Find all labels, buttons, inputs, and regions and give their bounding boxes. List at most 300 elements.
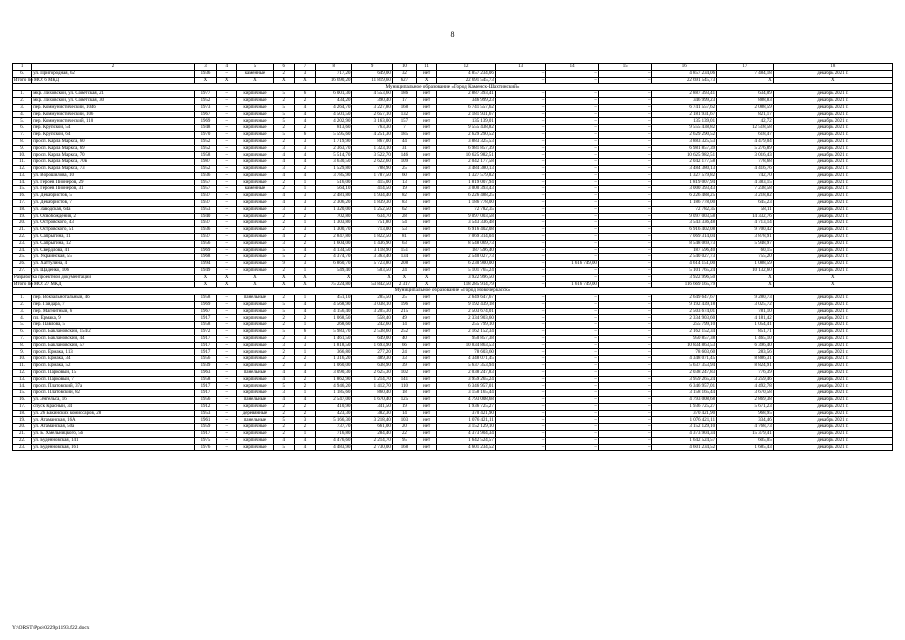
table-cell: – [495, 383, 546, 390]
table-cell: – [546, 410, 599, 417]
table-cell: кирпичные [237, 376, 273, 383]
table-cell: 2 538,60 [352, 329, 392, 336]
table-cell: декабрь 2021 г. [773, 308, 892, 315]
table-row [13, 424, 893, 431]
table-row [13, 165, 893, 172]
table-cell: 10 625 982,51 [437, 152, 496, 159]
table-cell: ул. Буденновская, 141 [32, 437, 195, 444]
table-cell: 1 936 725,27 [437, 403, 496, 410]
table-cell: X [352, 274, 392, 281]
table-cell: – [546, 437, 599, 444]
table-cell: – [495, 186, 546, 193]
table-cell: 4 373 904,34 [437, 431, 496, 438]
section-title: Муниципальное образование «Город Новочеркасск» [13, 288, 893, 295]
table-cell: 1 [294, 186, 315, 193]
table-cell: 17 [392, 97, 416, 104]
table-cell: 2 [273, 227, 294, 234]
table-cell: 3 785,90 [316, 172, 352, 179]
table-cell: 5 948,97 [717, 240, 774, 247]
table-cell: – [495, 77, 546, 84]
table-row [13, 261, 893, 268]
table-cell: декабрь 2021 г. [773, 390, 892, 397]
table-cell: декабрь 2021 г. [773, 349, 892, 356]
table-cell: декабрь 2021 г. [773, 356, 892, 363]
table-cell: – [217, 179, 237, 186]
table-cell: – [598, 356, 652, 363]
table-cell: 434,20 [316, 97, 352, 104]
table-cell: 141 [392, 376, 416, 383]
table-cell: X [273, 281, 294, 288]
table-row [13, 431, 893, 438]
table-cell: 2 [273, 267, 294, 274]
table-cell: 3 [294, 138, 315, 145]
table-cell: нет [417, 70, 437, 77]
table-cell: нет [417, 301, 437, 308]
table-cell: 415,00 [352, 179, 392, 186]
table-row [13, 233, 893, 240]
table-cell: 3 [294, 206, 315, 213]
table-cell: 4 713,14 [717, 220, 774, 227]
table-cell: просп. Карла Маркса, 70 [32, 152, 195, 159]
table-cell: 3 038,10 [352, 301, 392, 308]
table-cell: 634,09 [717, 91, 774, 98]
table-cell: 14. [13, 383, 32, 390]
table-cell: 5 [273, 247, 294, 254]
table-cell: 4 374,70 [316, 254, 352, 261]
table-cell: пер. Коммунистический, 104б [32, 104, 195, 111]
table-cell: – [217, 356, 237, 363]
table-cell: X [217, 274, 237, 281]
table-row [13, 295, 893, 302]
table-cell: 66 [392, 342, 416, 349]
table-cell: X [717, 281, 774, 288]
table-cell: – [546, 397, 599, 404]
table-row [13, 125, 893, 132]
table-cell: – [495, 363, 546, 370]
table-cell: 3 [294, 417, 315, 424]
table-cell: – [598, 165, 652, 172]
table-cell: 146 [392, 152, 416, 159]
table-cell: – [217, 369, 237, 376]
table-cell: 4 [273, 233, 294, 240]
table-cell: 4 479,04 [717, 138, 774, 145]
table-cell: – [546, 125, 599, 132]
table-cell: 6 860,70 [316, 261, 352, 268]
table-cell: 10 834 863,53 [652, 342, 717, 349]
table-cell: – [546, 369, 599, 376]
table-cell: ул. 26 Бакинских комиссаров, 28 [32, 410, 195, 417]
table-cell: X [217, 77, 237, 84]
table-cell: кирпичные [237, 159, 273, 166]
table-cell: 737,70 [316, 424, 352, 431]
table-cell: 4 [294, 301, 315, 308]
table-cell: ул. Пригородная, 62 [32, 70, 195, 77]
table-cell: 414,50 [352, 186, 392, 193]
table-cell: декабрь 2021 г. [773, 295, 892, 302]
table-cell: панельные [237, 397, 273, 404]
table-cell: 16 690,20 [316, 77, 352, 84]
table-cell: 1937 [194, 233, 216, 240]
table-cell: 1 320,00 [316, 206, 352, 213]
table-cell: кирпичные [237, 424, 273, 431]
table-cell: 118 285 914,79 [437, 281, 496, 288]
table-cell: 9 700,42 [717, 227, 774, 234]
table-cell: – [217, 213, 237, 220]
table-cell: 3 000 393,43 [652, 186, 717, 193]
table-cell: 1 076 421,11 [652, 417, 717, 424]
table-cell: 157 [392, 118, 416, 125]
table-cell: 1 604,00 [316, 240, 352, 247]
table-cell: декабрь 2021 г. [773, 97, 892, 104]
table-cell: 15 [598, 64, 652, 71]
table-cell: нет [417, 199, 437, 206]
table-cell: – [546, 315, 599, 322]
table-cell: 1 068,50 [316, 315, 352, 322]
table-cell: 2 649 647,67 [652, 295, 717, 302]
table-cell: 1 316,20 [316, 356, 352, 363]
table-cell: – [598, 186, 652, 193]
table-cell: кирпичные [237, 261, 273, 268]
table-cell: 4 [294, 437, 315, 444]
table-cell: кирпичные [237, 301, 273, 308]
table-cell: 4 134,50 [316, 247, 352, 254]
table-cell: 4 373 904,34 [652, 431, 717, 438]
table-cell: 14 [546, 64, 599, 71]
table-cell: 255 799,10 [652, 322, 717, 329]
table-cell: 7 [392, 125, 416, 132]
table-cell: 14 [392, 322, 416, 329]
table-cell: 4 793 008,68 [437, 397, 496, 404]
table-cell: 1956 [194, 356, 216, 363]
table-cell: – [217, 247, 237, 254]
table-cell: кирпичные [237, 152, 273, 159]
table-cell: нет [417, 179, 437, 186]
table-cell: 6 226 488,25 [437, 193, 496, 200]
table-cell: 7. [13, 335, 32, 342]
table-cell: – [495, 233, 546, 240]
table-cell: 1917 [194, 335, 216, 342]
table-cell: 2 [294, 383, 315, 390]
table-cell: 17. [13, 199, 32, 206]
table-cell: 627 [392, 77, 416, 84]
table-cell: 1975 [194, 437, 216, 444]
table-cell: 103 [392, 417, 416, 424]
table-cell: 27. [13, 267, 32, 274]
table-cell: 950 857,38 [437, 335, 496, 342]
table-cell: 1953 [194, 410, 216, 417]
table-cell: – [598, 111, 652, 118]
table-cell: – [217, 220, 237, 227]
table-cell: 1 [294, 220, 315, 227]
table-cell: 10. [13, 356, 32, 363]
table-cell: нет [417, 444, 437, 451]
table-cell: – [546, 403, 599, 410]
table-cell: – [217, 145, 237, 152]
table-cell: 2 622,60 [352, 159, 392, 166]
table-cell: – [495, 444, 546, 451]
table-cell: 950 857,38 [652, 335, 717, 342]
table-cell: 95 [392, 437, 416, 444]
table-cell: каменные [237, 70, 273, 77]
table-cell: 3 [294, 363, 315, 370]
table-cell: 3 152 129,10 [652, 424, 717, 431]
table-cell: 25. [13, 254, 32, 261]
table-row [13, 199, 893, 206]
table-cell: 5 983,70 [316, 329, 352, 336]
table-cell: кирпичные [237, 390, 273, 397]
table-cell: – [546, 267, 599, 274]
table-cell: 12. [13, 165, 32, 172]
table-cell: – [546, 179, 599, 186]
table-cell: 2 [273, 179, 294, 186]
table-cell: кирпичные [237, 342, 273, 349]
table-cell: 423,30 [316, 410, 352, 417]
table-cell: нет [417, 315, 437, 322]
table-cell: 53 [392, 227, 416, 234]
table-cell: – [546, 138, 599, 145]
table-cell: – [598, 424, 652, 431]
table-cell: 1 862,90 [316, 376, 352, 383]
table-cell: – [546, 295, 599, 302]
table-cell: 3 218,82 [717, 193, 774, 200]
table-cell: 1 060,00 [316, 363, 352, 370]
table-cell: 3 922 996,50 [437, 274, 496, 281]
footer-path: Y:\ORST\Ppo\0229p1193.f22.docx [12, 625, 90, 631]
table-cell: нет [417, 308, 437, 315]
table-cell: кирпичные [237, 247, 273, 254]
table-cell: 7 069 314,04 [437, 233, 496, 240]
table-cell: 2. [13, 301, 32, 308]
table-cell: – [598, 281, 652, 288]
table-cell: 2 [273, 186, 294, 193]
table-cell: 6. [13, 125, 32, 132]
table-cell: 3 259,46 [717, 376, 774, 383]
table-cell: X [237, 281, 273, 288]
table-cell: 4 [273, 397, 294, 404]
table-cell: 3 [273, 165, 294, 172]
table-row [13, 145, 893, 152]
table-cell: – [598, 179, 652, 186]
table-cell: ул. Сапрыгина, 12 [32, 240, 195, 247]
table-cell: ул. Щаденко, 106 [32, 267, 195, 274]
table-cell: – [495, 104, 546, 111]
table-cell: – [495, 329, 546, 336]
table-cell: 10 [392, 64, 416, 71]
table-cell: – [495, 199, 546, 206]
table-cell: 22 691 545,73 [652, 77, 717, 84]
table-cell: – [598, 233, 652, 240]
table-cell: – [217, 335, 237, 342]
table-cell: 5 276,89 [717, 145, 774, 152]
table-cell: – [598, 397, 652, 404]
table-cell: кирпичные [237, 220, 273, 227]
table-cell: – [598, 383, 652, 390]
table-cell: – [217, 363, 237, 370]
table-cell: – [217, 397, 237, 404]
table-row [13, 397, 893, 404]
table-cell: – [598, 342, 652, 349]
table-cell: декабрь 2021 г. [773, 240, 892, 247]
table-cell: 9. [13, 349, 32, 356]
table-cell: декабрь 2021 г. [773, 335, 892, 342]
table-cell: 2 [294, 254, 315, 261]
table-cell: 1 323,10 [352, 145, 392, 152]
table-row [13, 390, 893, 397]
table-cell: 1957 [194, 186, 216, 193]
table-cell: 4 348 071,45 [652, 356, 717, 363]
table-cell: 5 [273, 104, 294, 111]
table-cell: просп. Баклановский, 44 [32, 335, 195, 342]
table-cell: декабрь 2021 г. [773, 172, 892, 179]
table-cell: нет [417, 403, 437, 410]
table-cell: просп. Платовский, 37а [32, 383, 195, 390]
table-cell: 4 [217, 64, 237, 71]
table-cell: декабрь 2021 г. [773, 118, 892, 125]
table-cell: 8 886,31 [717, 356, 774, 363]
table-cell: 82 [392, 193, 416, 200]
table-cell: 4 [294, 397, 315, 404]
table-cell: ул. Декабристов, 7 [32, 199, 195, 206]
table-cell: 2 481,80 [316, 193, 352, 200]
table-cell: нет [417, 131, 437, 138]
header-row [13, 64, 893, 71]
table-cell: X [194, 281, 216, 288]
table-cell: 1987 [194, 159, 216, 166]
table-cell: нет [417, 233, 437, 240]
table-cell: 33 [392, 356, 416, 363]
table-cell: – [546, 342, 599, 349]
table-cell: 3 [273, 206, 294, 213]
table-cell: 21. [13, 431, 32, 438]
table-cell: 1940 [194, 213, 216, 220]
table-cell: X [717, 77, 774, 84]
table-cell: кирпичные [237, 329, 273, 336]
table-cell: – [598, 295, 652, 302]
table-cell: кирпичные [237, 193, 273, 200]
table-cell: – [495, 227, 546, 234]
table-cell: 135 139,01 [437, 118, 496, 125]
table-row [13, 227, 893, 234]
table-cell: 8. [13, 138, 32, 145]
table-cell: 6. [13, 329, 32, 336]
table-cell: 1939 [194, 363, 216, 370]
table-cell: – [217, 315, 237, 322]
table-cell: 2 [273, 97, 294, 104]
table-cell: кирпичные [237, 308, 273, 315]
table-cell: 3 670,58 [717, 390, 774, 397]
table-cell: – [598, 254, 652, 261]
table-cell: 185 [392, 131, 416, 138]
table-cell: 1967 [194, 308, 216, 315]
table-cell: 1 [294, 322, 315, 329]
table-cell: 2 181 931,67 [437, 111, 496, 118]
table-cell: 284,40 [352, 431, 392, 438]
table-cell: 564,10 [316, 186, 352, 193]
table-cell: 187 596,40 [437, 247, 496, 254]
table-cell: 1917 [194, 315, 216, 322]
table-cell: 3 025,72 [717, 301, 774, 308]
table-row [13, 308, 893, 315]
table-cell: 1953 [194, 206, 216, 213]
table-cell: 168 [392, 444, 416, 451]
table-cell: 268,60 [316, 322, 352, 329]
table-cell: – [546, 206, 599, 213]
table-cell: – [217, 131, 237, 138]
table-cell: – [495, 111, 546, 118]
table-cell: нет [417, 369, 437, 376]
table-cell: ул. Б. Хмельницкого, 5б [32, 431, 195, 438]
table-cell: кирпичные [237, 213, 273, 220]
table-cell: 2 [273, 349, 294, 356]
table-cell: – [217, 199, 237, 206]
table-cell: спуск Красный, 34 [32, 403, 195, 410]
table-cell: – [217, 322, 237, 329]
table-cell: – [217, 104, 237, 111]
table-row [13, 322, 893, 329]
table-cell: нет [417, 159, 437, 166]
table-cell: 9 192 439,18 [437, 301, 496, 308]
table-cell: – [598, 437, 652, 444]
table-cell: 2 [273, 403, 294, 410]
table-cell: 8 [316, 64, 352, 71]
table-cell: нет [417, 349, 437, 356]
table-cell: нет [417, 376, 437, 383]
table-cell: 1 [294, 431, 315, 438]
table-cell: – [598, 261, 652, 268]
table-cell: 1 822,50 [352, 233, 392, 240]
table-cell: 25 [392, 295, 416, 302]
table-cell: – [495, 165, 546, 172]
table-cell: 2 306,20 [316, 199, 352, 206]
table-row [13, 186, 893, 193]
table-row [13, 172, 893, 179]
table-row [13, 193, 893, 200]
table-cell: – [598, 329, 652, 336]
table-cell: 1 [294, 390, 315, 397]
table-cell: 4 614 151,00 [652, 261, 717, 268]
table-cell: – [598, 444, 652, 451]
table-cell: 1958 [194, 322, 216, 329]
table-cell: – [598, 125, 652, 132]
table-cell: 4. [13, 111, 32, 118]
table-cell: – [217, 308, 237, 315]
table-cell: 6 226 488,25 [652, 193, 717, 200]
table-cell: 3 [273, 390, 294, 397]
table-cell: 2 [32, 64, 195, 71]
table-cell: 1 436,90 [352, 240, 392, 247]
table-cell: 5 671,23 [717, 403, 774, 410]
table-cell: 702,80 [316, 213, 352, 220]
table-cell: 44 [392, 138, 416, 145]
table-cell: – [495, 403, 546, 410]
table-cell: 11 [417, 64, 437, 71]
table-cell: 1967 [194, 111, 216, 118]
table-cell: – [546, 322, 599, 329]
table-cell: 3 000 393,43 [437, 186, 496, 193]
table-cell: 2 334 903,60 [652, 315, 717, 322]
table-cell: декабрь 2021 г. [773, 363, 892, 370]
table-cell: ул. Атаманская, 50а [32, 424, 195, 431]
table-cell: 1 529,80 [316, 165, 352, 172]
table-cell: 860,40 [352, 390, 392, 397]
table-cell: 8. [13, 342, 32, 349]
table-cell: пер. Крупской, 54 [32, 125, 195, 132]
table-cell: деревянные [237, 410, 273, 417]
table-cell: 2 334 903,60 [437, 315, 496, 322]
table-cell: нет [417, 186, 437, 193]
table-row [13, 363, 893, 370]
table-cell: 649,00 [352, 70, 392, 77]
